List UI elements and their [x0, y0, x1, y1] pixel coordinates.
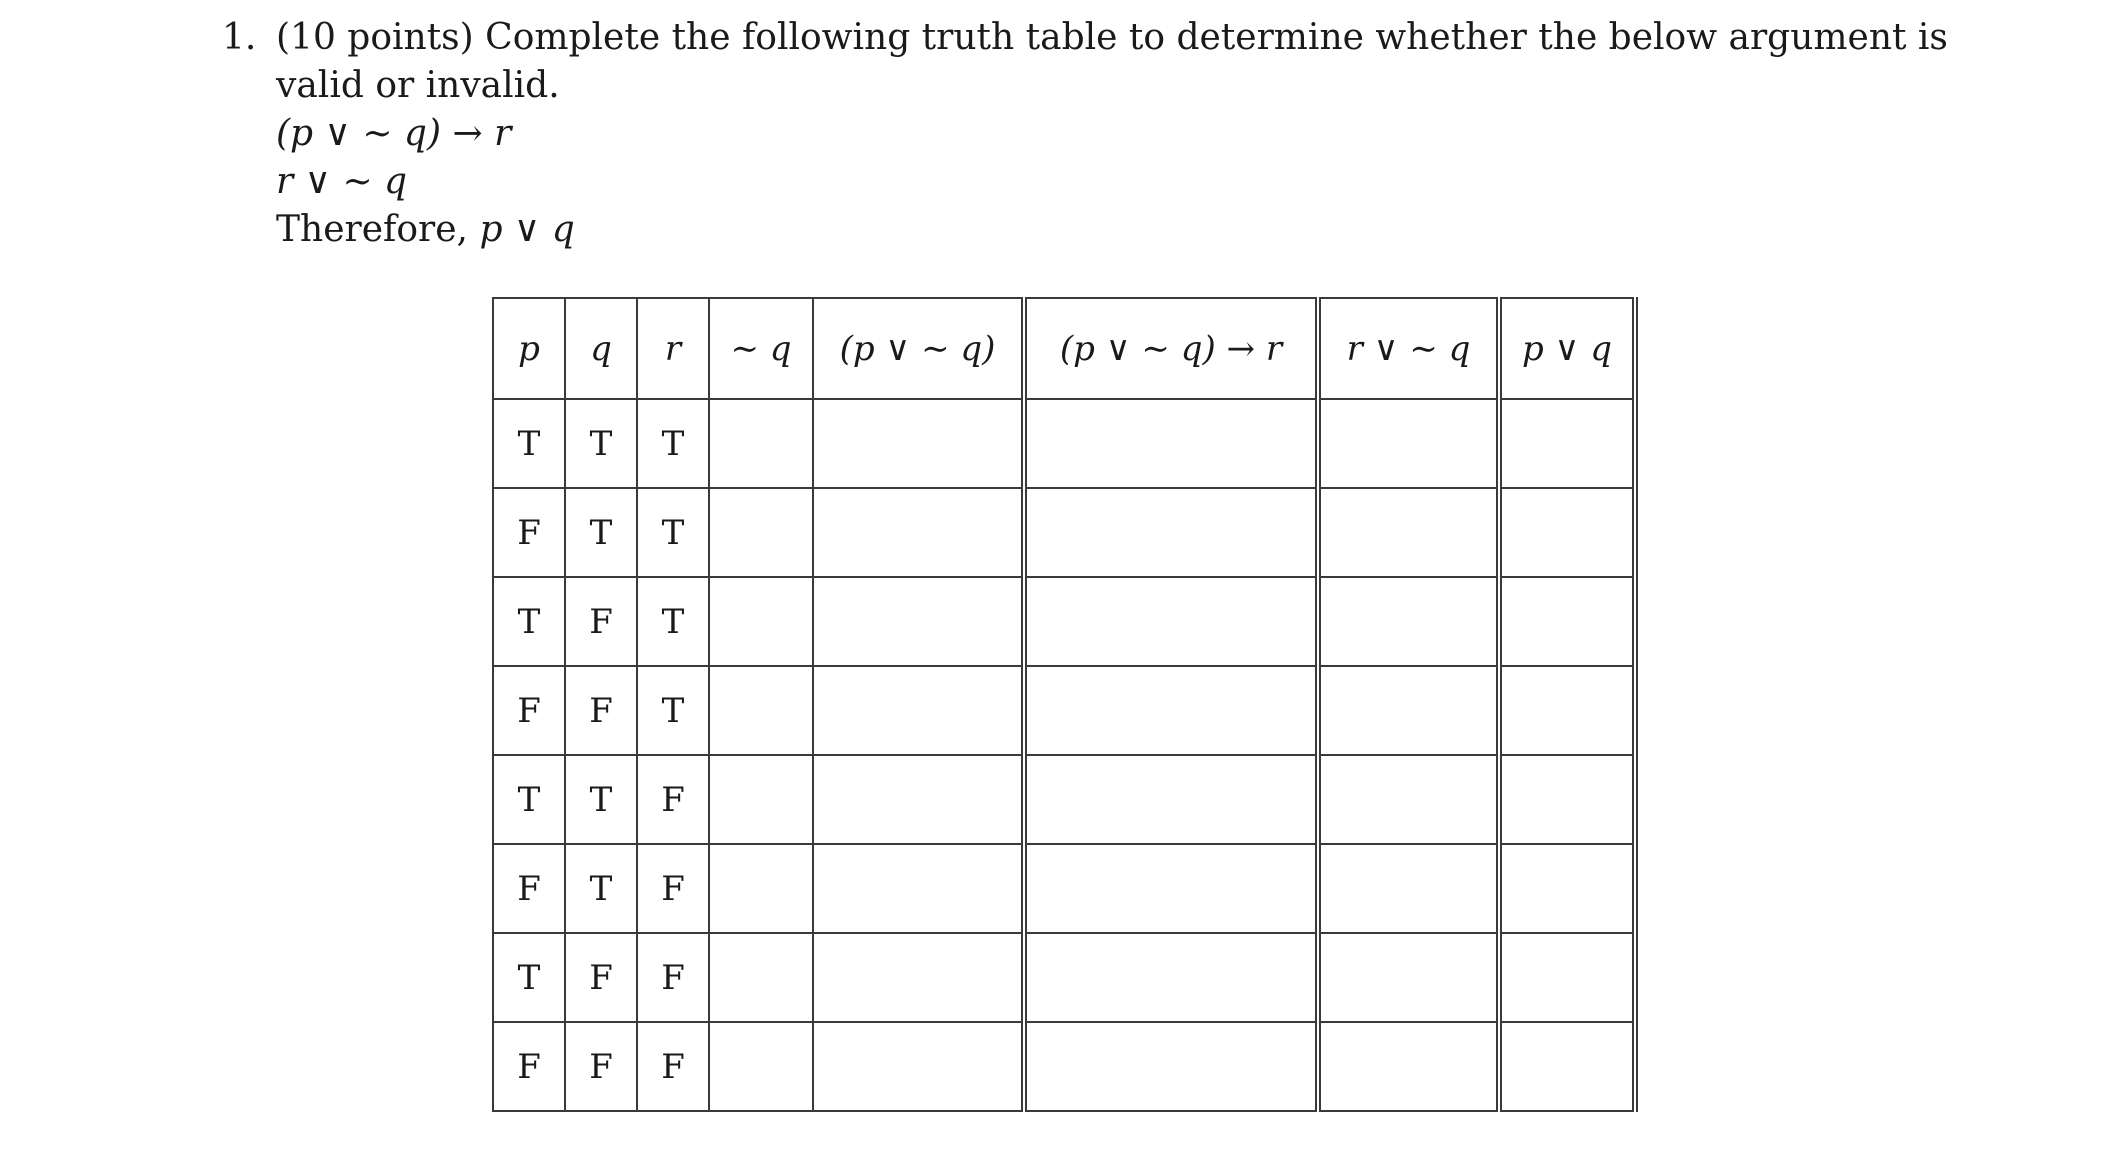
cell-q: T [565, 844, 637, 933]
cell-p-or-not-q[interactable] [813, 577, 1024, 666]
header-not-q: ∼ q [709, 298, 813, 399]
cell-premise-1[interactable] [1024, 933, 1318, 1022]
cell-r: T [637, 488, 709, 577]
premise-1: (p ∨ ∼ q) → r [276, 113, 512, 154]
cell-not-q[interactable] [709, 755, 813, 844]
cell-premise-1[interactable] [1024, 755, 1318, 844]
cell-premise-2[interactable] [1318, 666, 1499, 755]
truth-table [492, 297, 1638, 1112]
table-row [493, 1022, 1635, 1111]
cell-r: F [637, 844, 709, 933]
cell-r: F [637, 933, 709, 1022]
table-row [493, 488, 1635, 577]
cell-r: T [637, 399, 709, 488]
table-row [493, 577, 1635, 666]
cell-premise-1[interactable] [1024, 1022, 1318, 1111]
premise-2: r ∨ ∼ q [276, 161, 408, 202]
cell-premise-2[interactable] [1318, 755, 1499, 844]
cell-premise-2[interactable] [1318, 1022, 1499, 1111]
cell-premise-2[interactable] [1318, 577, 1499, 666]
truth-table-body [493, 399, 1635, 1111]
cell-q: F [565, 933, 637, 1022]
cell-premise-1[interactable] [1024, 488, 1318, 577]
cell-q: F [565, 1022, 637, 1111]
cell-not-q[interactable] [709, 666, 813, 755]
header-conclusion: p ∨ q [1499, 298, 1635, 399]
header-premise-1: (p ∨ ∼ q) → r [1024, 298, 1318, 399]
cell-q: T [565, 488, 637, 577]
cell-r: F [637, 755, 709, 844]
header-premise-2: r ∨ ∼ q [1318, 298, 1499, 399]
problem-number: 1. [222, 17, 257, 58]
conclusion-line [276, 206, 1882, 254]
cell-p-or-not-q[interactable] [813, 933, 1024, 1022]
table-row [493, 933, 1635, 1022]
conclusion: p ∨ q [479, 209, 575, 250]
cell-p: F [493, 488, 565, 577]
cell-conclusion[interactable] [1499, 488, 1635, 577]
cell-p-or-not-q[interactable] [813, 488, 1024, 577]
cell-p: T [493, 577, 565, 666]
cell-conclusion[interactable] [1499, 1022, 1635, 1111]
cell-conclusion[interactable] [1499, 399, 1635, 488]
cell-premise-2[interactable] [1318, 933, 1499, 1022]
cell-q: F [565, 666, 637, 755]
cell-r: F [637, 1022, 709, 1111]
header-q: q [565, 298, 637, 399]
conclusion-prefix: Therefore, [276, 209, 468, 250]
cell-not-q[interactable] [709, 1022, 813, 1111]
table-row [493, 844, 1635, 933]
cell-p: F [493, 666, 565, 755]
table-row [493, 755, 1635, 844]
cell-p-or-not-q[interactable] [813, 844, 1024, 933]
cell-p: T [493, 399, 565, 488]
problem-text-line-2: valid or invalid. [276, 65, 560, 106]
cell-premise-1[interactable] [1024, 844, 1318, 933]
cell-p: T [493, 933, 565, 1022]
cell-q: F [565, 577, 637, 666]
cell-p-or-not-q[interactable] [813, 666, 1024, 755]
cell-q: T [565, 755, 637, 844]
cell-p-or-not-q[interactable] [813, 755, 1024, 844]
problem-body [276, 14, 1948, 254]
problem-statement [222, 14, 1948, 254]
cell-r: T [637, 666, 709, 755]
cell-p-or-not-q[interactable] [813, 399, 1024, 488]
cell-conclusion[interactable] [1499, 933, 1635, 1022]
header-r: r [637, 298, 709, 399]
cell-premise-1[interactable] [1024, 399, 1318, 488]
cell-q: T [565, 399, 637, 488]
cell-premise-1[interactable] [1024, 577, 1318, 666]
cell-not-q[interactable] [709, 933, 813, 1022]
cell-p: F [493, 1022, 565, 1111]
problem-text-line-1: (10 points) Complete the following truth table to determine whether the below argument is [276, 17, 1948, 58]
header-p-or-not-q: (p ∨ ∼ q) [813, 298, 1024, 399]
cell-premise-2[interactable] [1318, 844, 1499, 933]
cell-premise-2[interactable] [1318, 488, 1499, 577]
cell-not-q[interactable] [709, 577, 813, 666]
table-row [493, 666, 1635, 755]
truth-table-header-row [493, 298, 1635, 399]
cell-p: F [493, 844, 565, 933]
cell-not-q[interactable] [709, 844, 813, 933]
table-row [493, 399, 1635, 488]
cell-premise-1[interactable] [1024, 666, 1318, 755]
cell-not-q[interactable] [709, 399, 813, 488]
cell-conclusion[interactable] [1499, 844, 1635, 933]
header-p: p [493, 298, 565, 399]
cell-p-or-not-q[interactable] [813, 1022, 1024, 1111]
cell-p: T [493, 755, 565, 844]
cell-premise-2[interactable] [1318, 399, 1499, 488]
cell-conclusion[interactable] [1499, 755, 1635, 844]
cell-conclusion[interactable] [1499, 666, 1635, 755]
cell-r: T [637, 577, 709, 666]
cell-conclusion[interactable] [1499, 577, 1635, 666]
cell-not-q[interactable] [709, 488, 813, 577]
